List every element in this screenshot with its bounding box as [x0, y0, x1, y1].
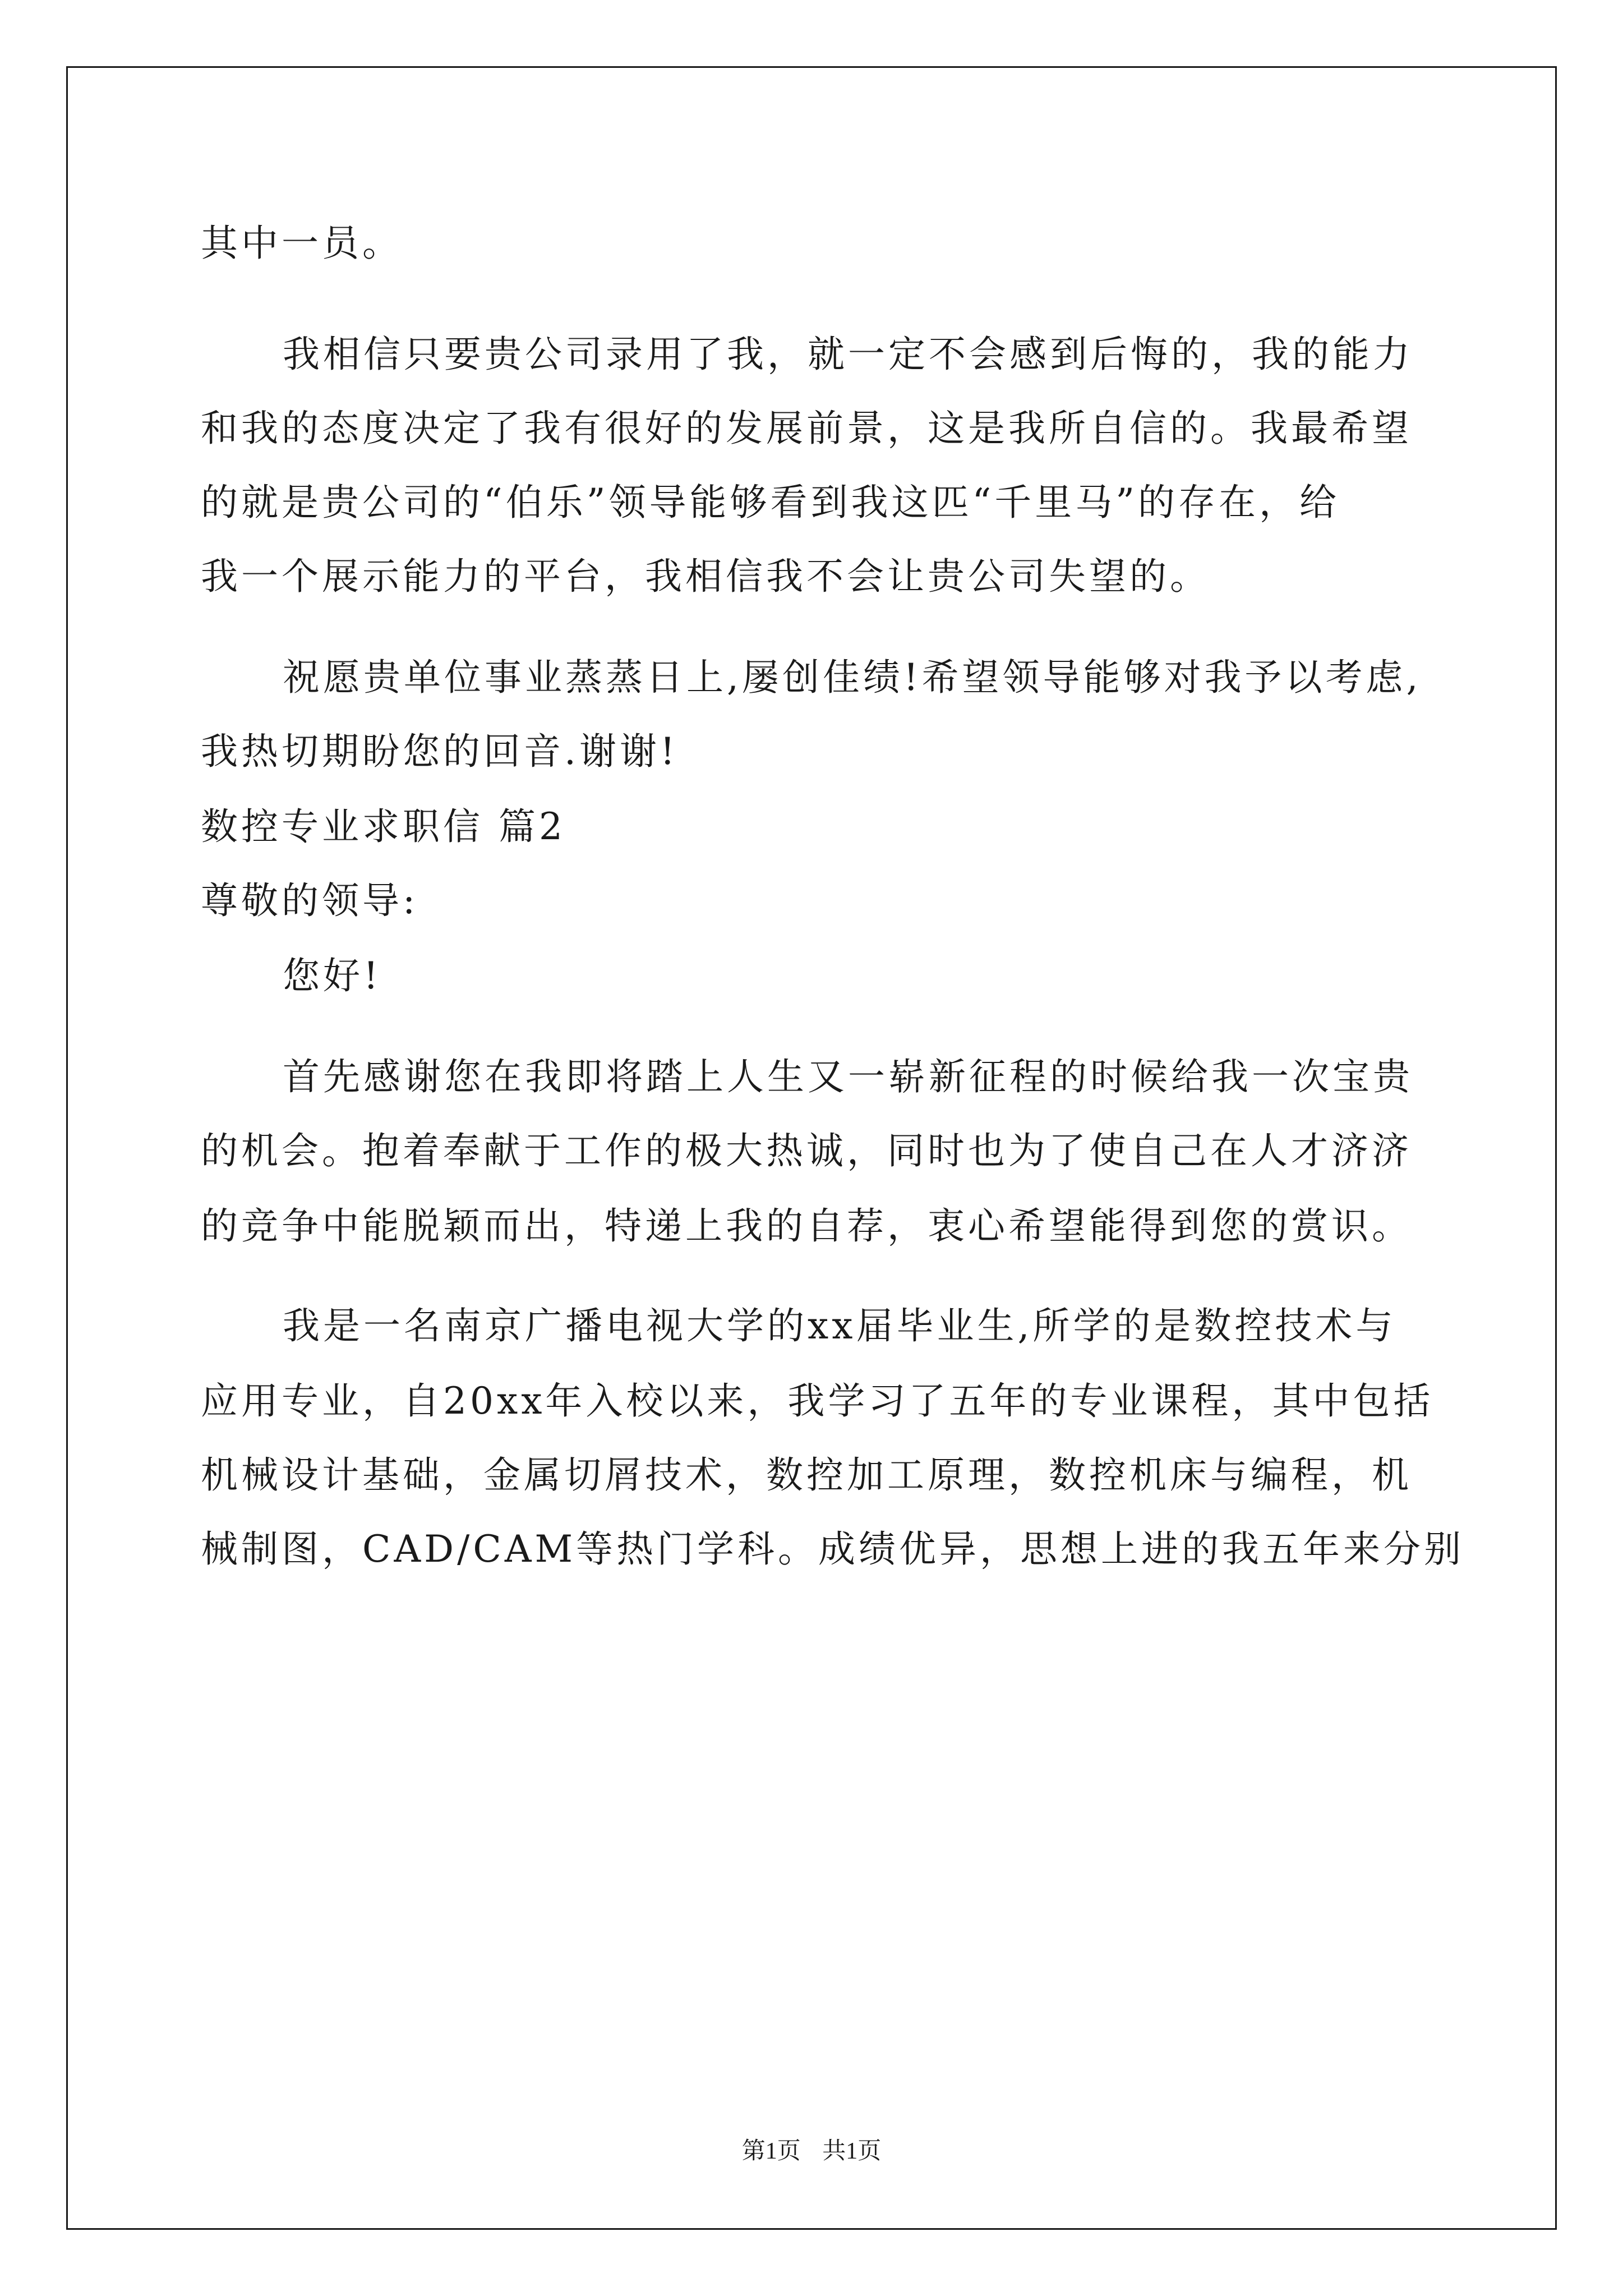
text-line: 机械设计基础，金属切屑技术，数控加工原理，数控机床与编程，机	[201, 1453, 1412, 1497]
text-line: 我一个展示能力的平台，我相信我不会让贵公司失望的。	[201, 555, 1210, 598]
text-line: 械制图，CAD/CAM等热门学科。成绩优异，思想上进的我五年来分别	[201, 1527, 1465, 1571]
text-line: 的竞争中能脱颖而出，特递上我的自荐，衷心希望能得到您的赏识。	[201, 1204, 1412, 1248]
page-total: 共1页	[822, 2138, 882, 2164]
page-number: 第1页	[741, 2138, 801, 2164]
salutation: 尊敬的领导:	[201, 879, 419, 922]
text-line: 我热切期盼您的回音.谢谢!	[201, 730, 679, 773]
text-line: 应用专业，自20xx年入校以来，我学习了五年的专业课程，其中包括	[201, 1379, 1434, 1423]
greeting: 您好!	[283, 954, 382, 997]
text-line: 和我的态度决定了我有很好的发展前景，这是我所自信的。我最希望	[201, 407, 1412, 450]
section-heading: 数控专业求职信 篇2	[201, 805, 566, 848]
page-footer	[0, 2132, 1623, 2166]
text-line: 我相信只要贵公司录用了我，就一定不会感到后悔的，我的能力	[283, 333, 1413, 376]
text-line: 祝愿贵单位事业蒸蒸日上,屡创佳绩!希望领导能够对我予以考虑,	[283, 656, 1422, 699]
text-line: 的机会。抱着奉献于工作的极大热诚，同时也为了使自己在人才济济	[201, 1129, 1412, 1172]
text-line: 首先感谢您在我即将踏上人生又一崭新征程的时候给我一次宝贵	[283, 1055, 1413, 1098]
text-line: 我是一名南京广播电视大学的xx届毕业生,所学的是数控技术与	[283, 1304, 1396, 1347]
text-line: 的就是贵公司的“伯乐”领导能够看到我这匹“千里马”的存在，给	[201, 481, 1340, 524]
text-line: 其中一员。	[201, 222, 403, 265]
